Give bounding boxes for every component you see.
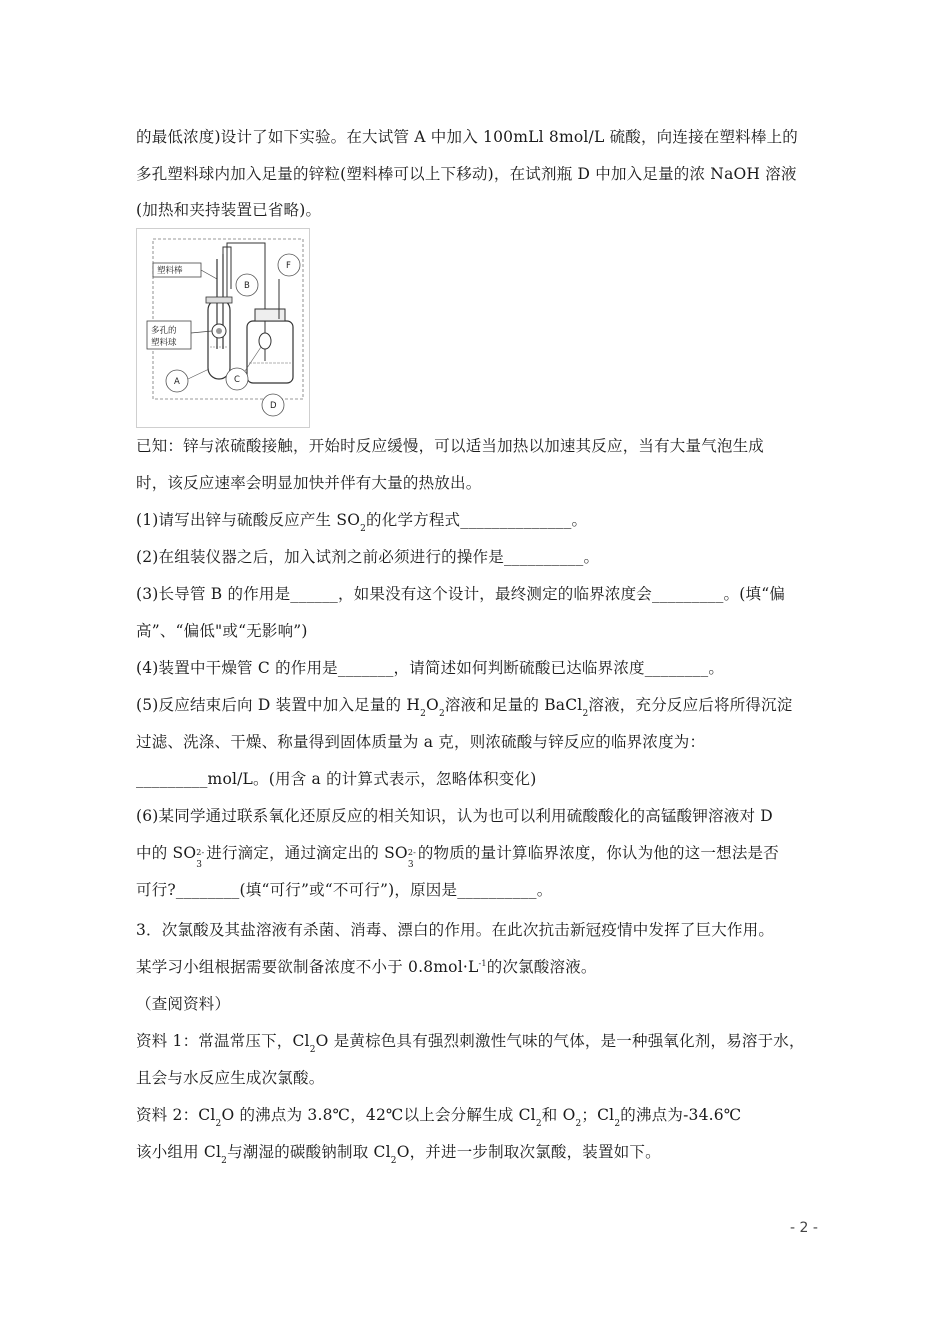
label-c: C — [234, 375, 240, 385]
apparatus-diagram — [137, 229, 309, 427]
question-5-line-1 — [136, 694, 793, 719]
r2-sub-3: 2 — [575, 1119, 582, 1129]
question-5-line-3: _________mol/L。(用含 a 的计算式表示，忽略体积变化) — [136, 770, 537, 788]
text-line-5: 时，该反应速率会明显加快并伴有大量的热放出。 — [136, 474, 482, 492]
q5-sub-1: 2 — [420, 709, 427, 719]
r2-part-d: ；Cl — [581, 1106, 615, 1124]
material-2 — [136, 1104, 741, 1129]
last-sub-1: 2 — [221, 1156, 228, 1166]
s3-part-2: 的次氯酸溶液。 — [486, 958, 597, 976]
question-6-line-3: 可行?________(填“可行”或“不可行”)，原因是__________。 — [136, 881, 553, 899]
question-4: (4)装置中干燥管 C 的作用是_______，请简述如何判断硫酸已达临界浓度________。 — [136, 659, 725, 677]
q6-sup-1: 2- — [196, 848, 205, 857]
q5-sub-3: 2 — [582, 709, 589, 719]
last-sub-2: 2 — [390, 1156, 397, 1166]
r1-sub: 2 — [309, 1045, 316, 1055]
label-ball-2: 塑料球 — [151, 338, 177, 348]
r2-sub-1: 2 — [215, 1119, 222, 1129]
q6-sub-2: 3 — [407, 860, 414, 870]
r2-part-e: 的沸点为-34.6℃ — [620, 1106, 742, 1124]
r1-part-2: O 是黄棕色具有强烈刺激性气味的气体，是一种强氧化剂，易溶于水， — [315, 1032, 805, 1050]
q5-part-mid: O — [426, 696, 439, 714]
section-3-line-2 — [136, 956, 597, 981]
r1-part-1: 资料 1：常温常压下，Cl — [136, 1032, 310, 1050]
q5-part-3: 溶液，充分反应后将所得沉淀 — [588, 696, 793, 714]
material-1-line-1 — [136, 1030, 805, 1055]
last-part-a: 该小组用 Cl — [136, 1143, 222, 1161]
q6-part-2: 进行滴定，通过滴定出的 SO — [206, 844, 408, 862]
s3-sup: -1 — [478, 959, 487, 968]
label-d: D — [270, 401, 277, 411]
r2-part-a: 资料 2：Cl — [136, 1106, 216, 1124]
q6-sup-2: 2- — [407, 848, 417, 857]
r2-part-c: 和 O — [541, 1106, 576, 1124]
q6-ion-2 — [407, 848, 418, 870]
question-3-line-1: (3)长导管 B 的作用是______，如果没有这个设计，最终测定的临界浓度会_________。(填“偏 — [136, 585, 786, 603]
r2-part-b: O 的沸点为 3.8℃，42℃以上会分解生成 Cl — [221, 1106, 536, 1124]
last-part-b: 与潮湿的碳酸钠制取 Cl — [227, 1143, 391, 1161]
q6-sub-1: 3 — [196, 860, 203, 870]
apparatus-figure — [136, 228, 310, 428]
text-line-4: 已知：锌与浓硫酸接触，开始时反应缓慢，可以适当加热以加速其反应，当有大量气泡生成 — [136, 437, 765, 455]
label-rod: 塑料棒 — [157, 266, 183, 276]
r2-sub-2: 2 — [535, 1119, 542, 1129]
q5-part-1: (5)反应结束后向 D 装置中加入足量的 H — [136, 696, 421, 714]
question-3-line-2: 高”、“偏低"或“无影响”) — [136, 622, 308, 640]
r2-sub-4: 2 — [614, 1119, 621, 1129]
label-a: A — [174, 377, 180, 387]
q1-part-a: (1)请写出锌与硫酸反应产生 SO — [136, 511, 361, 529]
label-ball-1: 多孔的 — [151, 326, 177, 336]
question-6-line-2 — [136, 842, 779, 870]
question-5-line-2: 过滤、洗涤、干燥、称量得到固体质量为 a 克，则浓硫酸与锌反应的临界浓度为： — [136, 733, 706, 751]
final-line — [136, 1141, 661, 1166]
q1-part-b: 的化学方程式______________。 — [366, 511, 588, 529]
question-1 — [136, 509, 587, 534]
q6-part-1: 中的 SO — [136, 844, 197, 862]
q6-ion-1 — [196, 848, 206, 870]
section-3-line-1: 3．次氯酸及其盐溶液有杀菌、消毒、漂白的作用。在此次抗击新冠疫情中发挥了巨大作用。 — [136, 921, 775, 939]
question-2: (2)在组装仪器之后，加入试剂之前必须进行的操作是__________。 — [136, 548, 600, 566]
label-f: F — [286, 261, 291, 271]
q6-part-3: 的物质的量计算临界浓度，你认为他的这一想法是否 — [417, 844, 779, 862]
q1-sub: 2 — [360, 524, 367, 534]
last-part-c: O，并进一步制取次氯酸，装置如下。 — [396, 1143, 661, 1161]
q5-sub-2: 2 — [438, 709, 445, 719]
material-1-line-2: 且会与水反应生成次氯酸。 — [136, 1069, 325, 1087]
q5-part-2: 溶液和足量的 BaCl — [444, 696, 583, 714]
text-line-1: 的最低浓度)设计了如下实验。在大试管 A 中加入 100mLl 8mol/L 硫酸，向连接在塑料棒上的 — [136, 128, 798, 146]
question-6-line-1: (6)某同学通过联系氧化还原反应的相关知识，认为也可以利用硫酸酸化的高锰酸钾溶液对 D — [136, 807, 773, 825]
s3-part-1: 某学习小组根据需要欲制备浓度不小于 0.8mol·L — [136, 958, 479, 976]
section-3-heading: （查阅资料） — [136, 995, 231, 1013]
text-line-3: (加热和夹持装置已省略)。 — [136, 201, 322, 219]
text-line-2: 多孔塑料球内加入足量的锌粒(塑料棒可以上下移动)，在试剂瓶 D 中加入足量的浓 NaOH 溶液 — [136, 165, 797, 183]
label-b: B — [244, 281, 250, 291]
page-number: - 2 - — [790, 1220, 818, 1236]
